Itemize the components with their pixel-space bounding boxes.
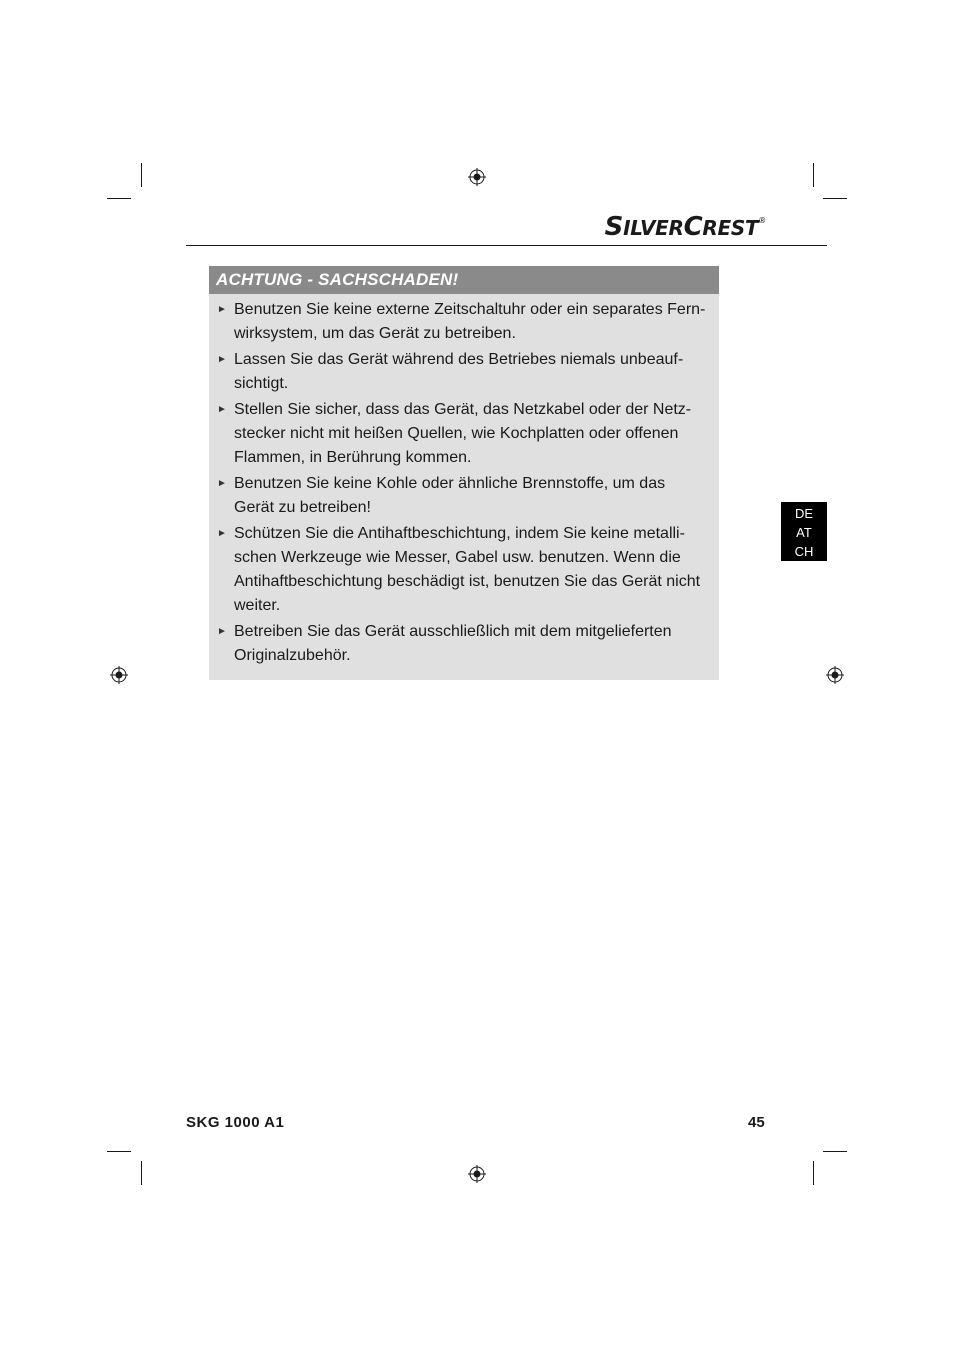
language-code: CH <box>794 544 814 559</box>
crop-mark <box>823 1151 847 1152</box>
list-item <box>217 620 711 668</box>
list-item <box>217 472 711 520</box>
list-item-line: Lassen Sie das Gerät während des Betriebes niemals unbeauf- <box>234 351 684 368</box>
bullet-arrow-icon: ► <box>217 354 227 365</box>
header-rule <box>186 245 827 246</box>
warning-heading: ACHTUNG - SACHSCHADEN! <box>209 266 719 294</box>
crop-mark <box>823 198 847 199</box>
list-item <box>217 348 711 396</box>
brand-logo: SILVERCREST® <box>604 212 766 242</box>
list-item-line: Gerät zu betreiben! <box>234 499 371 516</box>
list-item <box>217 398 711 470</box>
list-item-line: Betreiben Sie das Gerät ausschließlich mit dem mitgelieferten <box>234 623 672 640</box>
list-item <box>217 522 711 618</box>
registration-mark-icon <box>826 666 844 684</box>
bullet-arrow-icon: ► <box>217 626 227 637</box>
crop-mark <box>107 1151 131 1152</box>
bullet-arrow-icon: ► <box>217 304 227 315</box>
bullet-arrow-icon: ► <box>217 528 227 539</box>
registration-mark-icon <box>110 666 128 684</box>
list-item-line: Flammen, in Berührung kommen. <box>234 449 472 466</box>
language-tab <box>781 502 827 561</box>
list-item-line: schen Werkzeuge wie Messer, Gabel usw. benutzen. Wenn die <box>234 549 681 566</box>
language-code: AT <box>796 525 812 540</box>
list-item-line: weiter. <box>234 597 281 614</box>
crop-mark <box>813 1161 814 1185</box>
list-item-line: Antihaftbeschichtung beschädigt ist, benutzen Sie das Gerät nicht <box>234 573 701 590</box>
list-item-line: Stellen Sie sicher, dass das Gerät, das Netzkabel oder der Netz- <box>234 401 692 418</box>
language-code: DE <box>794 506 814 521</box>
crop-mark <box>141 1161 142 1185</box>
registration-mark-icon <box>468 168 486 186</box>
list-item-line: Benutzen Sie keine Kohle oder ähnliche Brennstoffe, um das <box>234 475 666 492</box>
list-item-line: Benutzen Sie keine externe Zeitschaltuhr oder ein separates Fern- <box>234 301 706 318</box>
crop-mark <box>107 198 131 199</box>
list-item-line: Schützen Sie die Antihaftbeschichtung, indem Sie keine metalli- <box>234 525 685 542</box>
list-item-line: sichtigt. <box>234 375 289 392</box>
model-number: SKG 1000 A1 <box>186 1114 285 1131</box>
warning-box <box>209 266 719 680</box>
warning-list <box>209 294 719 668</box>
crop-mark <box>141 163 142 187</box>
list-item <box>217 298 711 346</box>
bullet-arrow-icon: ► <box>217 404 227 415</box>
crop-mark <box>813 163 814 187</box>
list-item-line: wirksystem, um das Gerät zu betreiben. <box>234 325 516 342</box>
page-number: 45 <box>748 1114 765 1131</box>
registration-mark-icon <box>468 1165 486 1183</box>
list-item-line: Originalzubehör. <box>234 647 351 664</box>
bullet-arrow-icon: ► <box>217 478 227 489</box>
list-item-line: stecker nicht mit heißen Quellen, wie Kochplatten oder offenen <box>234 425 679 442</box>
